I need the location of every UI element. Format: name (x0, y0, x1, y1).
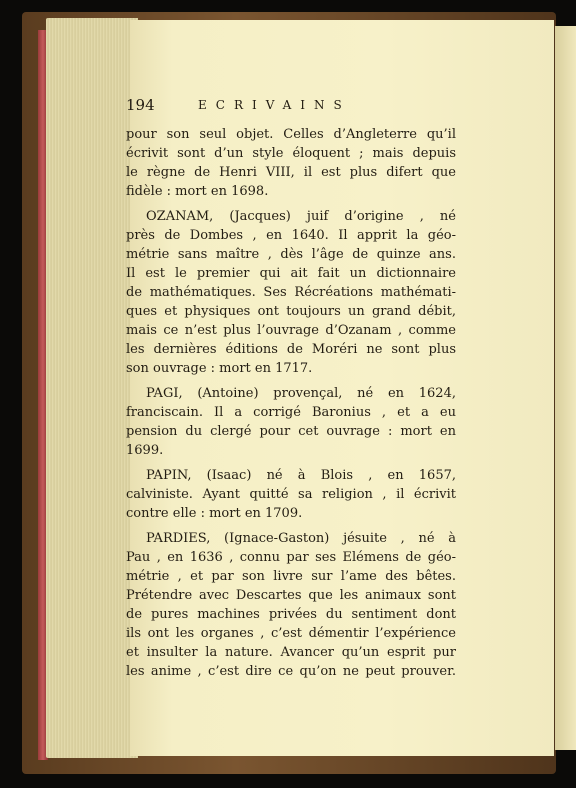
text-line: et insulter la nature. Avancer qu’un esprit pur (126, 645, 456, 660)
running-title: ECRIVAINS (198, 98, 351, 112)
text-line: pour son seul objet. Celles d’Angleterre qu’il (126, 127, 456, 142)
text-line: le règne de Henri VIII, il est plus difert que (126, 165, 456, 180)
text-line: mais ce n’est plus l’ouvrage d’Ozanam , comme (126, 323, 456, 338)
text-line: Il est le premier qui ait fait un dictionnaire (126, 266, 456, 281)
entry-papin: PAPIN, (Isaac) né à Blois , en 1657, (146, 468, 456, 483)
page-number: 194 (126, 96, 155, 114)
text-line: les anime , c’est dire ce qu’on ne peut prouver. (126, 664, 456, 679)
text-line: 1699. (126, 443, 164, 458)
entry-pagi: PAGI, (Antoine) provençal, né en 1624, (146, 386, 456, 401)
entry-pardies: PARDIES, (Ignace-Gaston) jésuite , né à (146, 531, 456, 546)
text-line: ils ont les organes , c’est démentir l’expérience (126, 626, 456, 641)
text-line: métrie , et par son livre sur l’ame des bêtes. (126, 569, 456, 584)
text-line: les dernières éditions de Moréri ne sont plus (126, 342, 456, 357)
entry-ozanam: OZANAM, (Jacques) juif d’origine , né (146, 209, 456, 224)
text-line: métrie sans maître , dès l’âge de quinze ans. (126, 247, 456, 262)
text-line: ques et physiques ont toujours un grand débit, (126, 304, 456, 319)
text-line: fidèle : mort en 1698. (126, 184, 269, 199)
text-line: calviniste. Ayant quitté sa religion , il écrivit (126, 487, 456, 502)
text-line: près de Dombes , en 1640. Il apprit la géo- (126, 228, 456, 243)
text-line: pension du clergé pour cet ouvrage : mort en (126, 424, 456, 439)
text-line: écrivit sont d’un style éloquent ; mais depuis (126, 146, 456, 161)
text-line: de mathématiques. Ses Récréations mathémati- (126, 285, 456, 300)
body-text (126, 125, 456, 681)
page-stack (46, 18, 138, 758)
text-line: Pau , en 1636 , connu par ses Elémens de géo- (126, 550, 456, 565)
text-line: franciscain. Il a corrigé Baronius , et a eu (126, 405, 456, 420)
text-line: de pures machines privées du sentiment dont (126, 607, 456, 622)
text-line: Prétendre avec Descartes que les animaux sont (126, 588, 456, 603)
text-line: contre elle : mort en 1709. (126, 506, 303, 521)
facing-page-edge (555, 26, 576, 750)
text-line: son ouvrage : mort en 1717. (126, 361, 313, 376)
